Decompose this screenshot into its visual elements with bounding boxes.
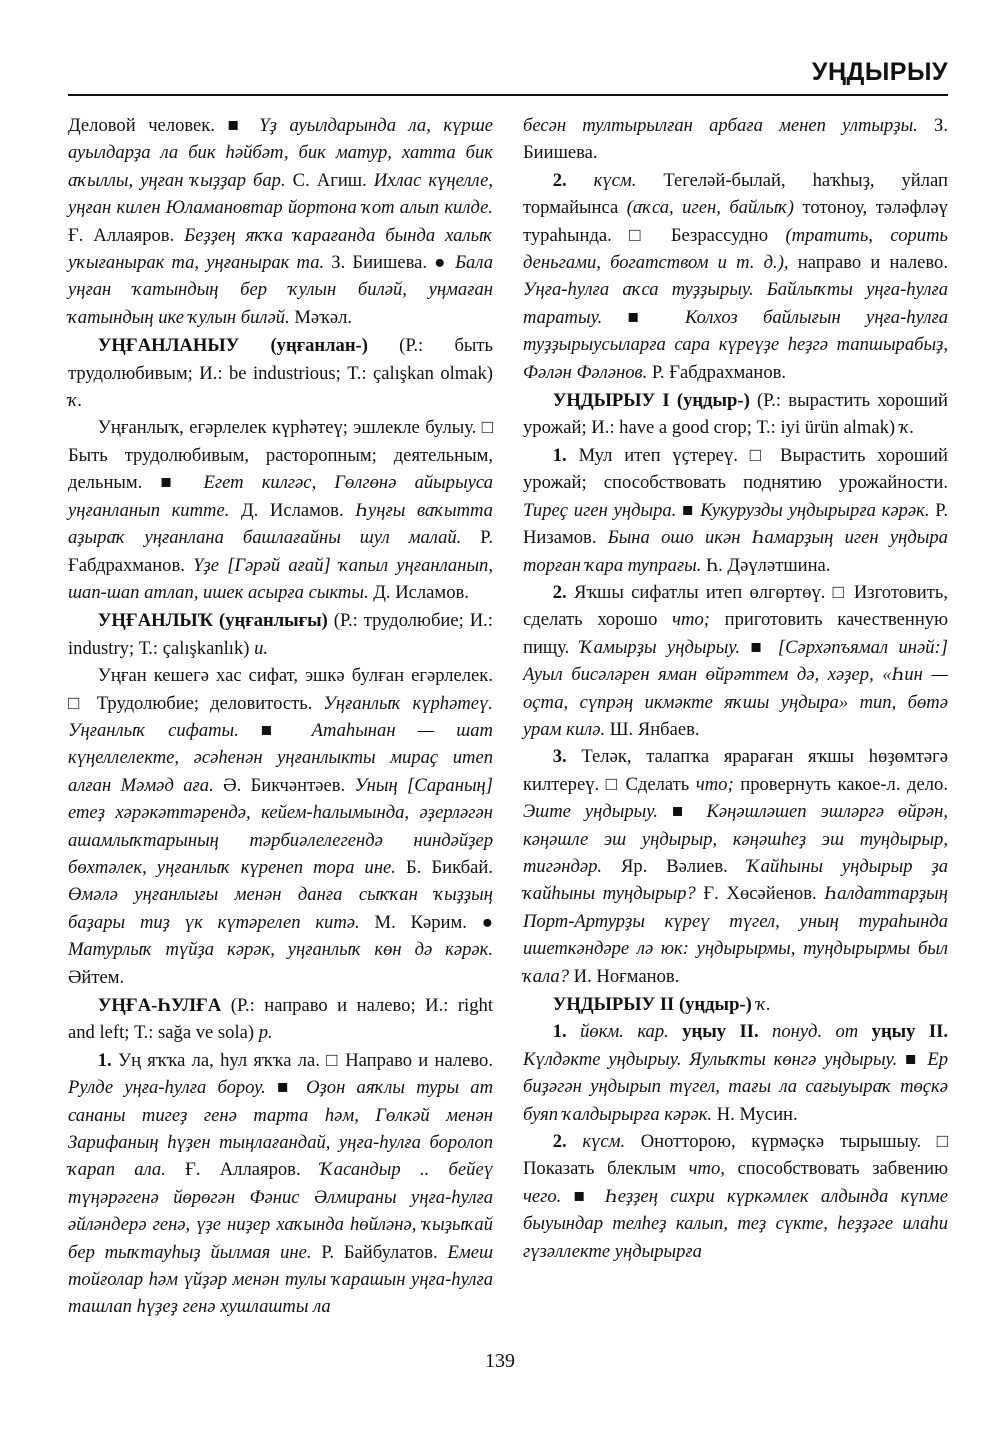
headword: УҢДЫРЫУ I (уңдыр-) <box>552 390 750 412</box>
entry-unganlyk: УҢҒАНЛЫҠ (уңғанлығы) (Р.: трудолюбие; И.: industry; Т.: çalışkanlık) и. <box>68 610 493 659</box>
right-column <box>523 112 948 1265</box>
headword: УҢДЫРЫУ II (уңдыр-) <box>552 994 752 1015</box>
entry-continuation: Деловой человек. ■ Үҙ ауылдарында ла, күрше ауылдарҙа ла бик һәйбәт, бик матур, хатта бик аҡыллы, уңған ҡыҙҙар бар. С. Агиш. Ихлас күңелле, уңған килен Юламановтар йортона ҡот алып килде. Ғ. Аллаяров. Беҙҙең яҡҡа ҡарағанда бында халыҡ уҡығанырак та, уңғанырак та. З. Биишева. ● Бала уңған ҡатындың бер ҡулын биләй, уңмаған ҡатындың ике ҡулын биләй. Мәҡәл. <box>68 115 493 328</box>
header-rule <box>68 94 948 96</box>
entry-continuation: бесән тултырылған арбаға менеп ултырҙы. З. Биишева. <box>523 115 948 164</box>
headword: УҢҒАНЛАНЫУ (уңғанлан-) <box>97 335 368 357</box>
sense: 2. күсм. Онотторою, күрмәҫкә тырышыу. □ Показать блеклым что, способствовать забвению чего. ■ Һеҙҙең сихри күркәмлек алдында күпме быуындар телһеҙ калып, теҙ сүкте, һеҙҙәге илаһи гүзәллекте уңдырырға <box>523 1131 948 1262</box>
sense: 2. Яҡшы сифатлы итеп өлгөртөү. □ Изготовить, сделать хорошо что; приготовить качественную пищу. Ҡамырҙы уңдырыу. ■ [Сәрхәпъямал инәй:] Ауыл бисәләрен яман өйрәттем дә, хәҙер, «Һин — оҫта, сүпрәң икмәкте яҡшы уңдыра» тип, бөтә урам килә. Ш. Янбаев. <box>523 581 948 740</box>
sense: 1. Уң яҡҡа ла, һул яҡҡа ла. □ Направо и налево. Рулде уңға-һулға бороу. ■ Оҙон аяҡлы туры ат сананы тигеҙ генә тарта һәм, Гөлкәй менән Зарифаның һүҙен тыңлағандай, уңға-һулға боролоп ҡарап ала. Ғ. Аллаяров. Ҡасандыр .. бейеү түңәрәгенә йөрөгән Фәнис Әлмираны уңға-һулға әйләндерә генә, үҙе ниҙер хаҡында һөйләнә, ҡыҙыҡай бер тыҡтауһыҙ йылмая ине. Р. Байбулатов. Емеш тойғолар һәм үйҙәр менән тулы ҡарашын уңға-һулға ташлап һүҙеҙ генә хушлашты ла <box>68 1049 494 1318</box>
headword: УҢҒАНЛЫҠ (уңғанлығы) <box>97 610 328 632</box>
sense: 1. Мул итеп үҫтереү. □ Вырастить хороший урожай; способствовать поднятию урожайности. Тиреҫ иген уңдыра. ■ Кукурузды уңдырырға кәрәк. Р. Низамов. Бына ошо икән Һамарҙың иген уңдыра торған ҡара тупрағы. Һ. Дәүләтшина. <box>523 444 948 576</box>
entry-unga-hulga: УҢҒА-ҺУЛҒА (Р.: направо и налево; И.: right and left; Т.: sağa ve sola) р. <box>68 995 493 1044</box>
entry-undyryu-2: УҢДЫРЫУ II (уңдыр-) ҡ. <box>552 994 771 1015</box>
entry-undyryu-1: УҢДЫРЫУ I (уңдыр-) (Р.: вырастить хороший урожай; И.: have a good crop; Т.: iyi ürün almak) ҡ. <box>523 390 948 439</box>
sense: Уңған кешегә хас сифат, эшкә булған егәрлелек. □ Трудолюбие; деловитость. Уңғанлыҡ күрһәтеү. Уңғанлыҡ сифаты. ■ Атаһынан — шат күңеллелекте, әсәһенән уңғанлыкты мираҫ итеп алған Мәмәд аға. Ә. Бикчәнтәев. Уның [Сараның] етеҙ хәрәкәттәрендә, кейем-һалымында, әҙерләгән ашамлыҡтарының тәрбиәлелегендә ниндәйҙер бөхтәлек, уңғанлыҡ күренеп тора ине. Б. Бикбай. Өмәлә уңғанлығы менән данға сыҡҡан ҡыҙҙың баҙары тиҙ үк күтәрелеп китә. М. Кәрим. ● Матурлыҡ түйҙа кәрәк, уңғанлыҡ көн дә кәрәк. Әйтем. <box>68 665 493 988</box>
sense: 1. йөкм. кар. уңыу II. понуд. от уңыу II. Күлдәкте уңдырыу. Яулыҡты көнгә уңдырыу. ■ Ер биҙәгән уңдырып түгел, тағы ла сағыуыраҡ төҫкә буяп ҡалдырырға кәрәк. Н. Мусин. <box>523 1021 949 1125</box>
sense: Уңғанлыҡ, егәрлелек күрһәтеү; эшлекле булыу. □ Быть трудолюбивым, расторопным; деятельным, дельным. ■ Егет килгәс, Гөлгөнә айырыуса уңғанланып китте. Д. Исламов. Һуңғы ваҡытта аҙыраҡ уңғанлана башлағайны шул малай. Р. Ғабдрахманов. Үҙе [Гәрәй ағай] ҡапыл уңғанланып, шап-шап атлап, ишек асырға сыкты. Д. Исламов. <box>68 417 493 603</box>
running-head: УҢДЫРЫУ <box>811 58 948 86</box>
entry-unganlanyu: УҢҒАНЛАНЫУ (уңғанлан-) (Р.: быть трудолюбивым; И.: be industrious; Т.: çalışkan olmak) ҡ. <box>68 335 493 412</box>
sense: 2. күсм. Тегеләй-былай, һаҡһыҙ, уйлап тормайынса (аҡса, иген, байлыҡ) тотоноу, тәләфләү тураһында. □ Безрассудно (тратить, сорить деньгами, богатством и т. д.), направо и налево. Уңға-һулға аҡса туҙҙырыу. Байлыҡты уңға-һулға таратыу. ■ Колхоз байлығын уңға-һулға туҙҙырыусыларға сара күреүҙе һеҙгә тапшырабыҙ, Фәлән Фәләнов. Р. Ғабдрахманов. <box>523 169 948 383</box>
sense: 3. Теләк, талапҡа ярараған яҡшы һөҙөмтәгә килтереү. □ Сделать что; провернуть какое-л. дело. Эште уңдырыу. ■ Кәңәшләшеп эшләргә өйрән, кәңәшле эш уңдырыр, кәңәшһеҙ эш туңдырыр, тигәндәр. Яр. Вәлиев. Ҡайһыны уңдырыр ҙа ҡайһыны туңдырыр? Ғ. Хөсәйенов. Һалдаттарҙың Порт-Артурҙы күреү түгел, уның тураһында ишеткәндәре лә юк: уңдырырмы, туңдырырмы был ҡала? И. Ноғманов. <box>523 746 949 987</box>
left-column <box>68 112 493 1321</box>
headword: УҢҒА-ҺУЛҒА <box>97 995 222 1016</box>
page-number: 139 <box>485 1350 515 1372</box>
